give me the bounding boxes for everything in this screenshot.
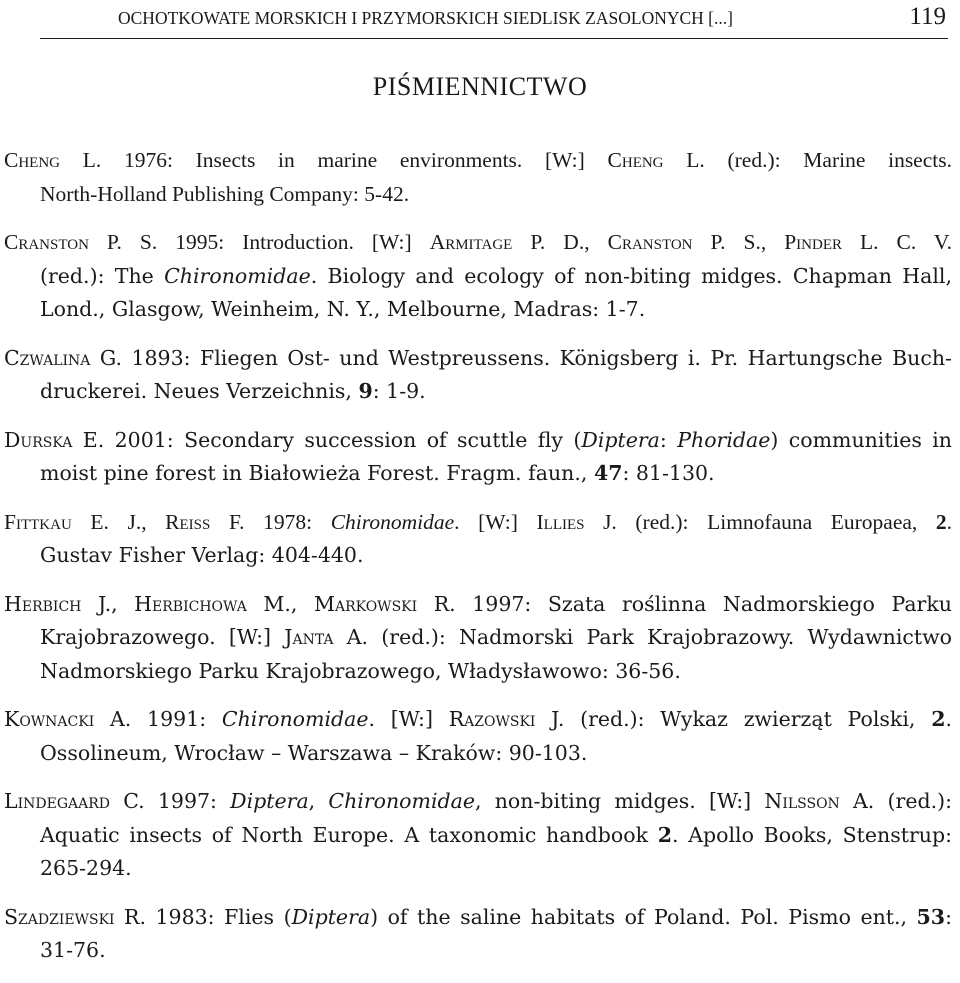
reference-text: , <box>760 230 785 254</box>
reference-text: Ossolineum, Wrocław – Warszawa – Kraków: 90-103. <box>40 740 588 765</box>
reference-line <box>0 144 952 178</box>
reference-line <box>0 588 952 622</box>
reference-line <box>0 226 952 260</box>
reference-entry <box>0 703 960 770</box>
reference-line <box>0 178 960 212</box>
author-name: Cheng L. <box>4 148 102 172</box>
reference-line <box>0 293 960 327</box>
reference-text: (red.): The <box>40 263 165 288</box>
reference-entry <box>0 506 960 573</box>
author-name: Nilsson A. <box>764 789 875 813</box>
reference-line <box>0 934 960 968</box>
running-title: OCHOTKOWATE MORSKICH I PRZYMORSKICH SIEDLISK ZASOLONYCH [...] <box>118 8 733 28</box>
reference-entry <box>0 588 960 689</box>
reference-text: ) communities in <box>770 427 952 452</box>
reference-text: (red.): <box>874 789 952 813</box>
author-name: Szadziewski R. <box>4 904 147 929</box>
reference-text: 1997: <box>144 789 231 813</box>
reference-entry <box>0 342 960 409</box>
reference-line <box>0 852 960 886</box>
running-header <box>40 0 948 39</box>
author-name: Markowski R. <box>313 591 456 616</box>
reference-line <box>0 703 952 737</box>
taxon-name: Diptera <box>581 427 660 452</box>
reference-text: 265-294. <box>40 856 132 880</box>
reference-line <box>0 621 952 655</box>
author-name: Janta A. <box>284 625 369 649</box>
reference-line <box>0 539 960 573</box>
reference-text: 1997: Szata roślinna Nadmorskiego Parku <box>455 591 952 616</box>
reference-line <box>0 375 960 409</box>
reference-text: . <box>946 509 952 534</box>
author-name: Lindegaard C. <box>4 789 145 813</box>
reference-text: 1983: Flies ( <box>146 904 292 929</box>
reference-text: . [W:] <box>368 707 449 731</box>
author-name: Durska E. <box>4 427 105 452</box>
author-name: Herbichowa M. <box>134 591 291 616</box>
author-name: Kownacki A. <box>4 707 132 731</box>
reference-entry <box>0 901 960 968</box>
author-name: Reiss F. <box>165 509 245 534</box>
author-name: Pinder L. C. V. <box>784 230 952 254</box>
reference-text: Aquatic insects of North Europe. A taxonomic handbook <box>40 822 658 847</box>
reference-text: Gustav Fisher Verlag: 404-440. <box>40 543 364 567</box>
author-name: Cranston P. S. <box>4 230 158 254</box>
reference-text: (red.): Limnofauna Europaea, <box>616 509 936 534</box>
reference-text: . Biology and ecology of non-biting midges. Chapman Hall, <box>310 263 952 288</box>
reference-line <box>0 424 952 458</box>
taxon-name: Chironomidae <box>330 509 455 534</box>
volume-number: 53 <box>916 904 946 929</box>
reference-text: (red.): Wykaz zwierząt Polski, <box>564 707 932 731</box>
reference-line <box>0 901 952 935</box>
reference-text: , <box>290 591 314 616</box>
reference-text: : 81-130. <box>622 461 715 485</box>
reference-line <box>0 819 952 853</box>
reference-text: (red.): Marine insects. <box>704 148 952 172</box>
section-title: PIŚMIENNICTWO <box>372 72 588 101</box>
reference-text: moist pine forest in Białowieża Forest. Fragm. faun., <box>40 461 594 485</box>
reference-text: , non-biting midges. [W:] <box>475 789 765 813</box>
reference-text: (red.): Nadmorski Park Krajobrazowy. Wydawnictwo <box>368 625 952 649</box>
volume-number: 9 <box>358 379 373 403</box>
taxon-name: Chironomidae <box>164 263 311 288</box>
volume-number: 2 <box>935 509 947 534</box>
reference-text: , <box>111 591 135 616</box>
reference-text: 1893: Fliegen Ost- und Westpreussens. Königsberg i. Pr. Hartungsche Buch- <box>122 345 952 370</box>
reference-text: 31-76. <box>40 938 106 962</box>
author-name: Cheng L. <box>607 148 705 172</box>
reference-text: ) of the saline habitats of Poland. Pol. Pismo ent., <box>370 904 917 929</box>
volume-number: 2 <box>657 822 672 847</box>
reference-text: Krajobrazowego. [W:] <box>40 625 285 649</box>
reference-text: . Apollo Books, Stenstrup: <box>672 822 952 847</box>
author-name: Razowski J. <box>448 707 565 731</box>
volume-number: 47 <box>593 461 623 485</box>
reference-entry <box>0 226 960 327</box>
reference-text: Lond., Glasgow, Weinheim, N. Y., Melbourne, Madras: 1-7. <box>40 297 646 321</box>
reference-line <box>0 737 960 771</box>
author-name: Czwalina G. <box>4 345 123 370</box>
reference-entry <box>0 424 960 491</box>
page-number: 119 <box>909 3 946 30</box>
reference-text: 1991: <box>131 707 222 731</box>
reference-text: Nadmorskiego Parku Krajobrazowego, Władysławowo: 36-56. <box>40 658 681 683</box>
taxon-name: Diptera <box>291 904 371 929</box>
reference-line <box>0 785 952 819</box>
reference-text: : 1-9. <box>372 379 426 403</box>
author-name: Cranston P. S. <box>607 230 761 254</box>
reference-list <box>0 144 960 983</box>
volume-number: 2 <box>931 707 946 731</box>
reference-entry <box>0 144 960 211</box>
reference-text: : <box>945 904 952 929</box>
reference-line <box>0 260 952 294</box>
reference-text: , <box>308 789 329 813</box>
taxon-name: Chironomidae <box>221 707 369 731</box>
reference-text: , <box>141 509 166 534</box>
reference-line <box>0 506 952 540</box>
author-name: Illies J. <box>536 509 617 534</box>
taxon-name: Chironomidae <box>328 789 475 813</box>
reference-text: , <box>584 230 608 254</box>
author-name: Armitage P. D. <box>429 230 585 254</box>
reference-text: . <box>945 707 952 731</box>
author-name: Herbich J. <box>4 591 112 616</box>
reference-text: 2001: Secondary succession of scuttle fly ( <box>104 427 582 452</box>
reference-text: 1978: <box>244 509 331 534</box>
reference-text: : <box>659 427 678 452</box>
author-name: Fittkau E. J. <box>4 509 142 534</box>
reference-text: . [W:] <box>454 509 537 534</box>
reference-line <box>0 655 960 689</box>
reference-text: 1995: Introduction. [W:] <box>157 230 430 254</box>
reference-line <box>0 342 952 376</box>
taxon-name: Diptera <box>230 789 309 813</box>
reference-line <box>0 457 960 491</box>
reference-text: North-Holland Publishing Company: 5-42. <box>40 181 410 206</box>
taxon-name: Phoridae <box>677 427 771 452</box>
reference-text: druckerei. Neues Verzeichnis, <box>40 379 359 403</box>
reference-entry <box>0 785 960 886</box>
reference-text: 1976: Insects in marine environments. [W:] <box>101 148 608 172</box>
